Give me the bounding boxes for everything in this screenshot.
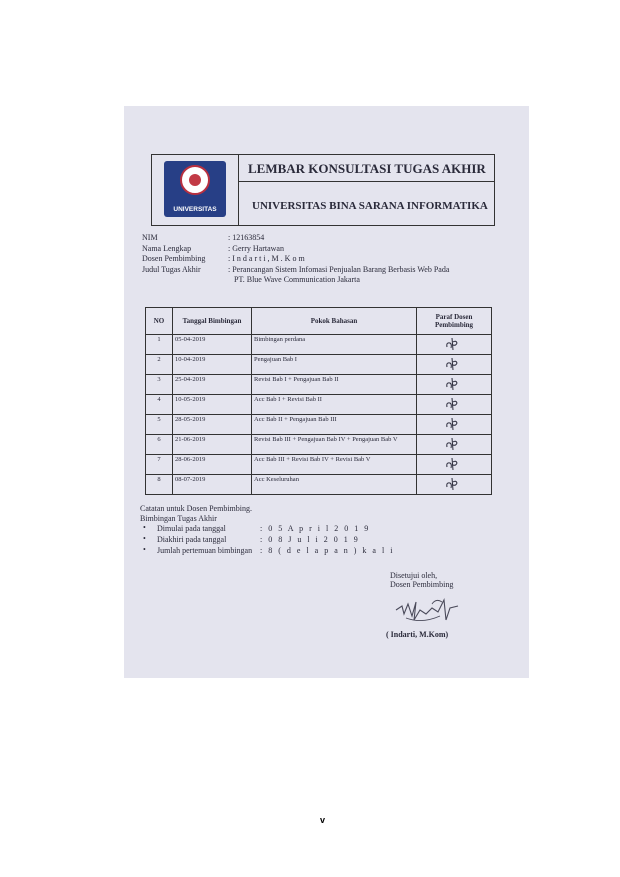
header-no: NO: [146, 308, 173, 335]
summary-label: Jumlah pertemuan bimbingan: [157, 546, 253, 555]
info-value: : Perancangan Sistem Infomasi Penjualan Barang Berbasis Web Pada: [228, 264, 450, 274]
row-paraf: [417, 475, 492, 495]
row-topic: Acc Bab III + Revisi Bab IV + Revisi Bab V: [252, 455, 417, 475]
info-value: : 12163854: [228, 233, 265, 242]
row-date: 21-06-2019: [173, 435, 252, 455]
thesis-title-continuation: PT. Blue Wave Communication Jakarta: [234, 275, 360, 284]
table-row: [146, 435, 492, 455]
bullet-icon: •: [143, 534, 146, 543]
row-date: 28-06-2019: [173, 455, 252, 475]
bullet-icon: •: [143, 545, 146, 554]
info-label: Nama Lengkap: [142, 243, 192, 253]
header-divider-horizontal: [238, 181, 494, 182]
approval-label: Disetujui oleh,: [390, 571, 438, 580]
row-paraf: [417, 335, 492, 355]
table-row: [146, 455, 492, 475]
row-topic: Acc Bab II + Pengajuan Bab III: [252, 415, 417, 435]
approval-block: [390, 571, 453, 589]
scanned-document: [124, 106, 529, 678]
row-topic: Acc Keseluruhan: [252, 475, 417, 495]
university-name: UNIVERSITAS BINA SARANA INFORMATIKA: [252, 200, 488, 212]
row-date: 28-05-2019: [173, 415, 252, 435]
row-paraf: [417, 455, 492, 475]
table-row: [146, 355, 492, 375]
row-date: 08-07-2019: [173, 475, 252, 495]
summary-value: : 8 ( d e l a p a n ) k a l i: [260, 546, 395, 555]
info-value: : I n d a r t i , M . K o m: [228, 254, 305, 263]
logo-emblem-icon: [180, 165, 210, 195]
row-number: 6: [146, 435, 173, 455]
header-topic: Pokok Bahasan: [252, 308, 417, 335]
table-row: [146, 475, 492, 495]
paraf-signature-icon: [445, 456, 459, 471]
row-date: 05-04-2019: [173, 335, 252, 355]
paraf-signature-icon: [445, 396, 459, 411]
row-paraf: [417, 375, 492, 395]
logo-text: UNIVERSITAS: [173, 206, 217, 213]
info-label: Dosen Pembimbing: [142, 254, 206, 263]
paraf-signature-icon: [445, 416, 459, 431]
header-date: Tanggal Bimbingan: [173, 308, 252, 335]
row-number: 3: [146, 375, 173, 395]
paraf-signature-icon: [445, 476, 459, 491]
table-row: [146, 335, 492, 355]
summary-label: Dimulai pada tanggal: [157, 524, 226, 533]
table-row: [146, 395, 492, 415]
row-paraf: [417, 415, 492, 435]
info-label: Judul Tugas Akhir: [142, 264, 201, 274]
info-label: NIM: [142, 233, 158, 242]
row-number: 8: [146, 475, 173, 495]
university-logo: [164, 161, 226, 217]
row-paraf: [417, 435, 492, 455]
row-topic: Revisi Bab III + Pengajuan Bab IV + Pengajuan Bab V: [252, 435, 417, 455]
row-number: 5: [146, 415, 173, 435]
paraf-signature-icon: [445, 376, 459, 391]
consultation-table: [145, 307, 492, 495]
summary-label: Diakhiri pada tanggal: [157, 535, 227, 544]
document-header: [151, 154, 495, 226]
row-paraf: [417, 395, 492, 415]
page-number: v: [320, 815, 326, 825]
advisor-signature-icon: [392, 590, 464, 630]
info-value: : Gerry Hartawan: [228, 243, 284, 253]
row-number: 2: [146, 355, 173, 375]
header-divider-vertical: [238, 155, 239, 225]
row-number: 4: [146, 395, 173, 415]
row-topic: Pengajuan Bab I: [252, 355, 417, 375]
row-number: 7: [146, 455, 173, 475]
paraf-signature-icon: [445, 436, 459, 451]
row-date: 10-05-2019: [173, 395, 252, 415]
table-header-row: [146, 308, 492, 335]
row-date: 10-04-2019: [173, 355, 252, 375]
row-paraf: [417, 355, 492, 375]
row-number: 1: [146, 335, 173, 355]
bullet-icon: •: [143, 523, 146, 532]
approval-role: Dosen Pembimbing: [390, 580, 454, 589]
paraf-signature-icon: [445, 356, 459, 371]
advisor-name: ( Indarti, M.Kom): [386, 630, 449, 639]
notes-line: Catatan untuk Dosen Pembimbing.: [140, 504, 252, 513]
notes-block: [140, 504, 252, 524]
table-row: [146, 415, 492, 435]
summary-value: : 0 8 J u l i 2 0 1 9: [260, 535, 360, 544]
row-topic: Revisi Bab I + Pengajuan Bab II: [252, 375, 417, 395]
notes-subtitle: Bimbingan Tugas Akhir: [140, 514, 217, 523]
document-title: LEMBAR KONSULTASI TUGAS AKHIR: [248, 161, 486, 176]
header-paraf: Paraf Dosen Pembimbing: [417, 308, 492, 335]
row-topic: Bimbingan perdana: [252, 335, 417, 355]
table-row: [146, 375, 492, 395]
summary-value: : 0 5 A p r i l 2 0 1 9: [260, 524, 371, 533]
row-topic: Acc Bab I + Revisi Bab II: [252, 395, 417, 415]
paraf-signature-icon: [445, 336, 459, 351]
row-date: 25-04-2019: [173, 375, 252, 395]
